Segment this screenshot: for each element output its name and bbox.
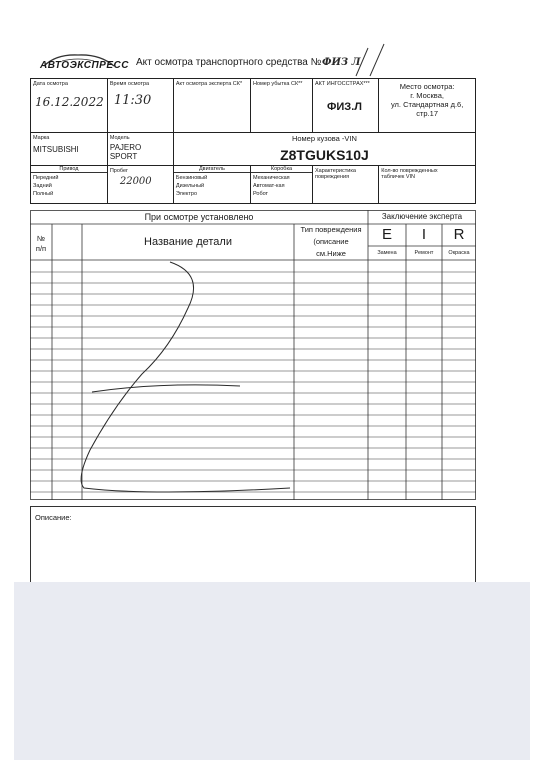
place-street: ул. Стандартная д.6, xyxy=(390,100,464,109)
date-value: 16.12.2022 xyxy=(35,95,104,109)
row-number-label-1: № xyxy=(36,234,46,243)
redacted-area xyxy=(14,582,530,760)
model-value-1: PAJERO xyxy=(109,143,142,152)
col-paint-label: Окраска xyxy=(448,250,470,256)
gearbox-robot: Робот xyxy=(252,191,269,197)
drive-cell xyxy=(31,166,108,204)
time-value: 11:30 xyxy=(113,93,152,108)
row-number-label-2: п/п xyxy=(35,244,47,253)
ingos-act-cell xyxy=(313,79,379,133)
inspection-grid xyxy=(30,210,476,500)
date-cell xyxy=(31,79,108,133)
engine-diesel: Дизельный xyxy=(175,183,205,189)
gearbox-cell xyxy=(250,166,312,204)
inspection-place-cell xyxy=(379,79,476,133)
col-repair-label: Ремонт xyxy=(414,250,434,256)
handwritten-slashes xyxy=(350,42,390,78)
expert-act-cell xyxy=(173,79,250,133)
part-name-header: Название детали xyxy=(144,236,232,248)
place-building: стр.17 xyxy=(416,109,439,118)
damage-type-label-2: (описание xyxy=(313,237,349,246)
col-replace-label: Замена xyxy=(377,250,397,256)
expert-act-label: Акт осмотра эксперта СК* xyxy=(175,81,243,87)
vin-plates-cell xyxy=(379,166,476,204)
established-label: При осмотре установлено xyxy=(144,212,254,222)
vin-cell xyxy=(173,133,475,166)
drive-label: Привод xyxy=(31,166,107,173)
mileage-value: 22000 xyxy=(119,176,152,187)
logo-text: АВТОЭКСПРЕСС xyxy=(40,60,129,71)
gearbox-auto: Автомат-кая xyxy=(252,183,285,189)
col-i-header: I xyxy=(421,226,427,243)
engine-label: Двигатель xyxy=(174,166,250,173)
document-title: Акт осмотра транспортного средства № xyxy=(136,57,322,68)
drive-rear: Задний xyxy=(33,183,52,189)
make-cell xyxy=(31,133,108,166)
expert-conclusion-label: Заключение эксперта xyxy=(381,212,463,221)
make-value: MITSUBISHI xyxy=(33,145,79,154)
time-label: Время осмотра xyxy=(109,81,150,87)
place-label: Место осмотра: xyxy=(399,82,455,91)
gearbox-label: Коробка xyxy=(251,166,312,173)
vin-label: Номер кузова -VIN xyxy=(291,134,357,143)
vin-value: Z8TGUKS10J xyxy=(280,147,369,163)
model-label: Модель xyxy=(109,135,130,141)
description-box xyxy=(30,506,476,582)
vehicle-info-table xyxy=(30,78,476,204)
damage-characteristic-cell xyxy=(313,166,379,204)
damage-type-label-1: Тип повреждения xyxy=(300,225,362,234)
damage-char-label-1: Характеристика xyxy=(315,168,356,174)
date-label: Дата осмотра xyxy=(33,81,68,87)
ingos-act-label: АКТ ИНГОССТРАХ*** xyxy=(315,81,370,87)
place-city: г. Москва, xyxy=(410,91,444,100)
damage-char-label-2: повреждения xyxy=(315,174,350,180)
model-value-2: SPORT xyxy=(109,152,138,161)
mileage-cell xyxy=(107,166,173,204)
drive-front: Передний xyxy=(33,175,59,181)
damage-type-label-3: см.Ниже xyxy=(316,249,346,258)
ingos-act-value: ФИЗ.Л xyxy=(327,101,362,113)
act-number-handwritten: ФИЗ Л xyxy=(322,57,361,68)
handwritten-z-strike xyxy=(30,210,476,500)
model-cell xyxy=(107,133,173,166)
engine-electric: Электро xyxy=(175,191,198,197)
gearbox-manual: Механическая xyxy=(252,175,290,181)
col-e-header: E xyxy=(381,226,392,243)
drive-full: Полный xyxy=(33,191,54,197)
vin-plates-label-1: Кол-во поврежденных xyxy=(381,168,438,174)
description-label: Описание: xyxy=(35,513,72,522)
time-cell xyxy=(107,79,173,133)
loss-number-label: Номер убытка СК** xyxy=(252,81,303,87)
make-label: Марка xyxy=(33,135,50,141)
mileage-label: Пробег xyxy=(109,168,129,174)
engine-petrol: Бензиновый xyxy=(175,175,208,181)
col-r-header: R xyxy=(453,226,465,243)
vin-plates-label-2: табличек VIN xyxy=(381,174,415,180)
loss-number-cell xyxy=(250,79,312,133)
engine-cell xyxy=(173,166,250,204)
